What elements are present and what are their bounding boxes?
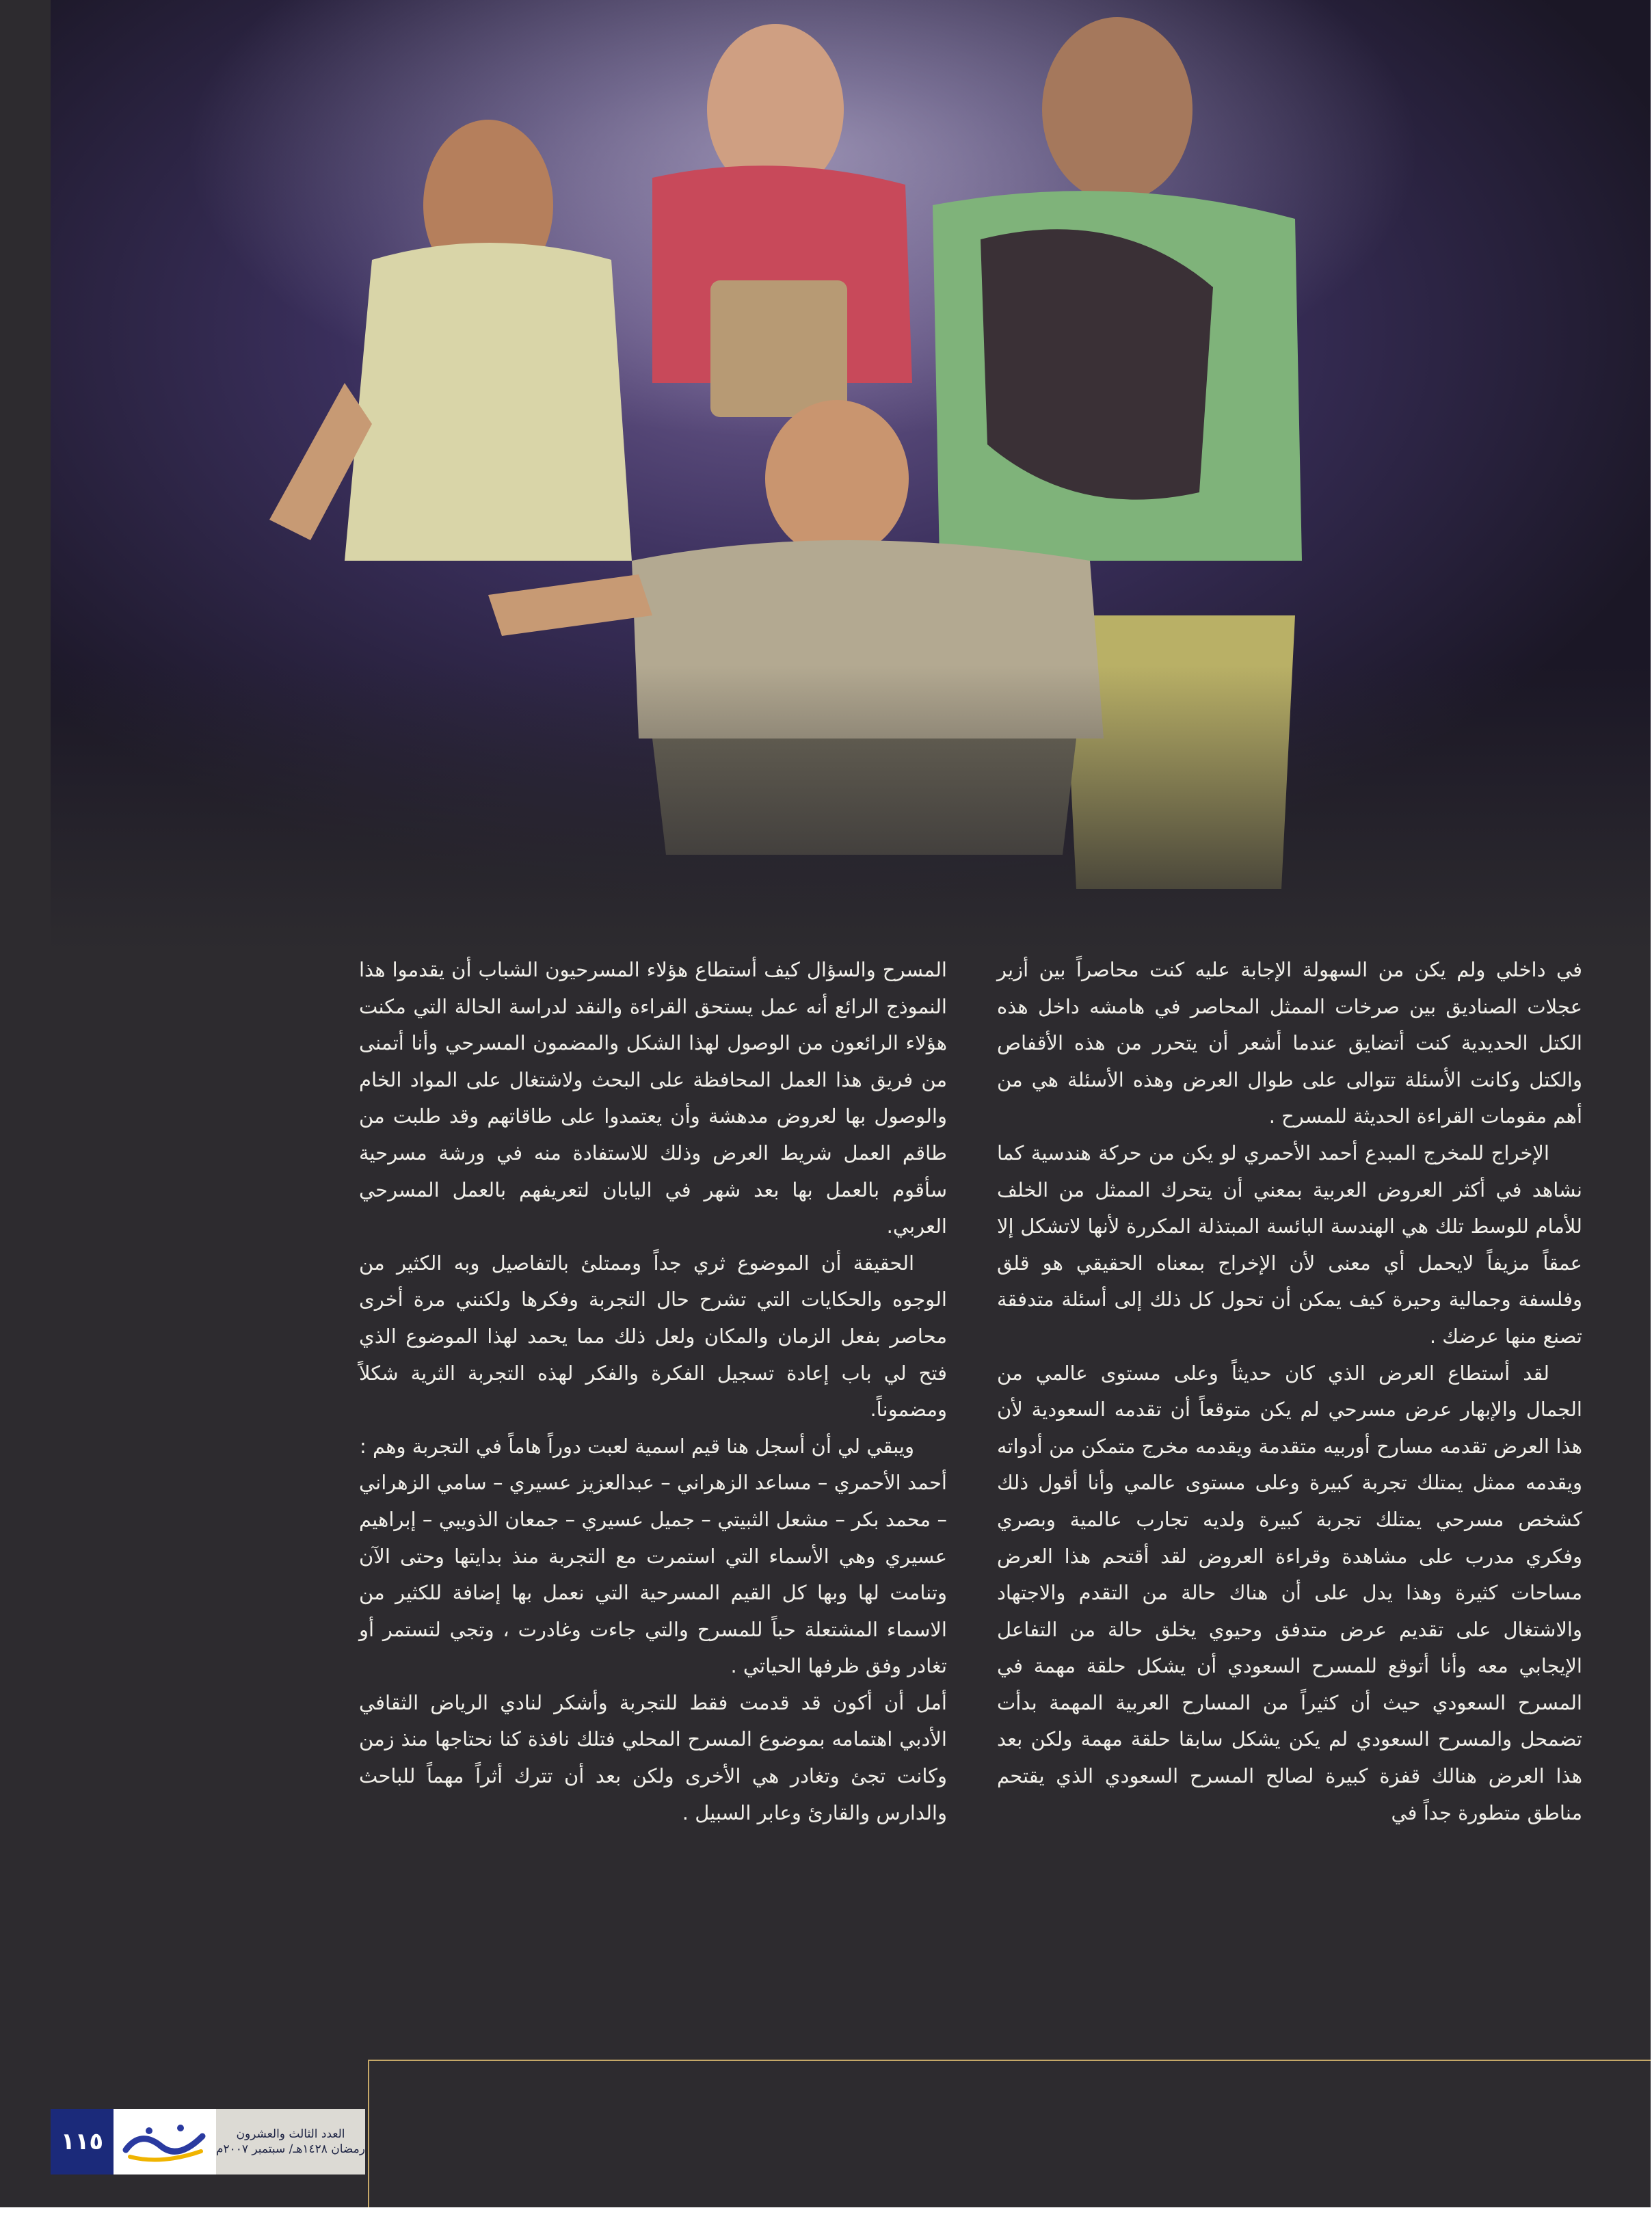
paragraph: ويبقي لي أن أسجل هنا قيم اسمية لعبت دوراً هاماً في التجربة وهم : (359, 1434, 914, 1458)
theatre-photo (51, 0, 1651, 950)
issue-line: العدد الثالث والعشرون (236, 2127, 345, 2141)
page-edge (0, 2207, 1652, 2221)
paragraph: المسرح والسؤال كيف أستطاع هؤلاء المسرحيون الشباب أن يقدموا هذا النموذج الرائع أنه عمل يستحق القراءة والنقد لدراسة الحالة التي مكنت هؤلاء الرائعون من الوصول لهذا الشكل والمضمون المسرحي وأنا أتمنى من فريق هذا العمل المحافظة على البحث ولاشتغال على المواد الخام والوصول بها لعروض مدهشة وأن يعتمدوا على طاقاتهم وقد طلبت من طاقم العمل شريط العرض وذلك للاستفادة منه في ورشة مسرحية سأقوم بالعمل بها بعد شهر في اليابان لتعريفهم بالعمل المسرحي العربي. (359, 958, 947, 1238)
article-column-right (997, 952, 1582, 1831)
page-number: ١١٥ (51, 2109, 114, 2175)
paragraph: أحمد الأحمري – مساعد الزهراني – عبدالعزيز عسيري – سامي الزهراني – محمد بكر – مشعل الثبيتي – جميل عسيري – جمعان الذويبي – إبراهيم عسيري وهي الأسماء التي استمرت مع التجربة منذ بدايتها وحتى الآن وتنامت لها وبها كل القيم المسرحية التي نعمل بها إضافة للكثير من الاسماء المشتعلة حباً للمسرح والتي جاءت وغادرت ، وتجي لتستمر أو تغادر وفق ظرفها الحياتي . (359, 1471, 947, 1678)
date-line: رمضان ١٤٢٨هـ/ سبتمبر ٢٠٠٧م (215, 2142, 365, 2156)
paragraph: في داخلي ولم يكن من السهولة الإجابة عليه كنت محاصراً بين أزير عجلات الصناديق بين صرخات الممثل المحاصر في هامشه داخل هذه الكتل الحديدية كنت أتضايق عندما أشعر أن يتحرر من هذه الأقفاص والكتل وكانت الأسئلة تتوالى على طوال العرض وهذه الأسئلة هي من أهم مقومات القراءة الحديثة للمسرح . (997, 958, 1582, 1128)
paragraph: أمل أن أكون قد قدمت فقط للتجربة وأشكر لنادي الرياض الثقافي الأدبي اهتمامه بموضوع المسرح المحلي فتلك نافذة كنا نحتاجها منذ زمن وكانت تجئ وتغادر هي الأخرى ولكن بعد أن تترك أثراً مهماً للباحث والدارس والقارئ وعابر السبيل . (359, 1690, 947, 1824)
article-column-left (359, 952, 947, 1831)
footer-divider (368, 2060, 369, 2207)
issue-info (216, 2109, 365, 2175)
paragraph: الحقيقة أن الموضوع ثري جداً وممتلئ بالتفاصيل وبه الكثير من الوجوه والحكايات التي تشرح حال التجربة وفكرها ولكنني مرة أخرى محاصر بفعل الزمان والمكان ولعل ذلك مما يحمد لهذا الموضوع الذي فتح لي باب إعادة تسجيل الفكرة والفكر لهذه التجربة الثرية شكلاً ومضموناً. (359, 1251, 947, 1422)
paragraph: لقد أستطاع العرض الذي كان حديثاً وعلى مستوى عالمي من الجمال والإبهار عرض مسرحي لم يكن متوقعاً أن تقدمه السعودية لأن هذا العرض تقدمه مسارح أوربيه متقدمة ويقدمه مخرج متمكن من أدواته ويقدمه ممثل يمتلك تجربة كبيرة وعلى مستوى عالمي وأنا أقول ذلك كشخص مسرحي يمتلك تجربة كبيرة ولديه تجارب عالمية وبصري وفكري مدرب على مشاهدة وقراءة العروض لقد أقتحم هذا العرض مساحات كثيرة وهذا يدل على أن هناك حالة من التقدم والاجتهاد والاشتغال على تقديم عرض متدفق وحيوي يخلق حالة من التفاعل الإيجابي معه وأنا أتوقع للمسرح السعودي أن يشكل حلقة مهمة في المسرح السعودي حيث أن كثيراً من المسارح العربية المهمة بدأت تضمحل والمسرح السعودي لم يكن يشكل سابقا حلقة مهمة ولكن بعد هذا العرض هنالك قفزة كبيرة لصالح المسرح السعودي الذي يقتحم مناطق متطورة جداً في (997, 1361, 1582, 1824)
magazine-logo (114, 2109, 216, 2175)
footer-rule (368, 2060, 1651, 2061)
paragraph: الإخراج للمخرج المبدع أحمد الأحمري لو يكن من حركة هندسية كما نشاهد في أكثر العروض العربية بمعني أن يتحرك الممثل من الخلف للأمام للوسط تلك هي الهندسة البائسة المبتذلة المكررة لأنها لاتشكل إلا عمقاً مزيفاً لايحمل أي معنى لأن الإخراج بمعناه الحقيقي هو قلق وفلسفة وجمالية وحيرة كيف يمكن أن تحول كل ذلك إلى أسئلة متدفقة تصنع منها عرضك . (997, 1141, 1582, 1348)
